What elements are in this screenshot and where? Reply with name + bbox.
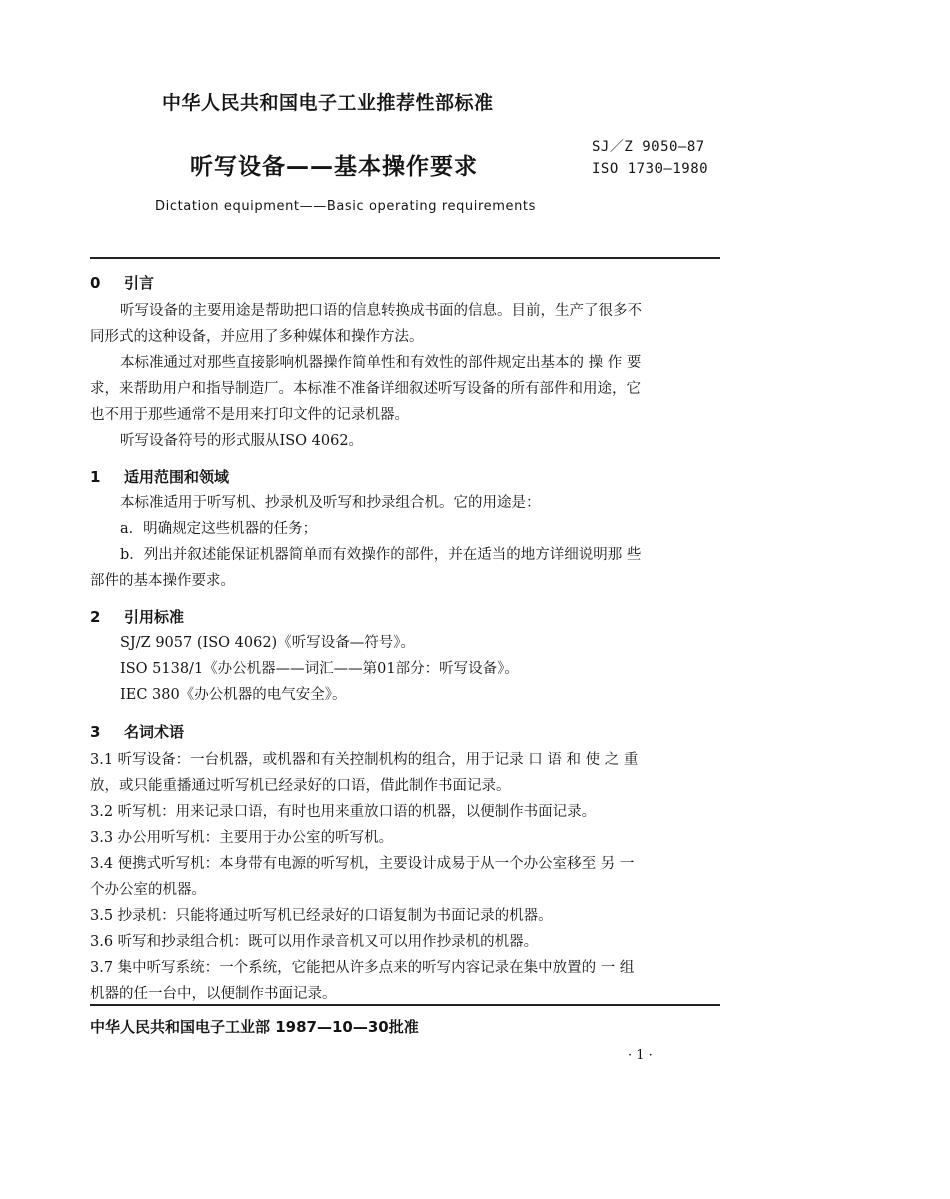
reference-line: IEC 380《办公机器的电气安全》。: [120, 687, 347, 703]
standard-code-iso: ISO 1730—1980: [592, 161, 709, 177]
section-2-heading: [90, 606, 184, 627]
section-title: 引用标准: [124, 608, 185, 626]
paragraph-line: 也不用于那些通常不是用来打印文件的记录机器。: [90, 407, 409, 423]
paragraph-line: 本标准通过对那些直接影响机器操作简单性和有效性的部件规定出基本的 操 作 要: [120, 355, 642, 371]
paragraph-line: 本标准适用于听写机、抄录机及听写和抄录组合机。它的用途是：: [120, 495, 541, 511]
paragraph-line: 部件的基本操作要求。: [90, 573, 235, 589]
standard-code-sj: SJ／Z 9050—87: [592, 139, 705, 155]
page-number: · 1 ·: [628, 1048, 653, 1063]
paragraph-line: 同形式的这种设备，并应用了多种媒体和操作方法。: [90, 329, 424, 345]
section-number: 1: [90, 468, 101, 486]
top-rule: [90, 257, 720, 259]
section-1-heading: [90, 466, 229, 487]
paragraph-line: 听写设备符号的形式服从ISO 4062。: [120, 433, 364, 449]
term-line: 3.4 便携式听写机：本身带有电源的听写机，主要设计成易于从一个办公室移至 另 一: [90, 856, 635, 872]
standard-category: 中华人民共和国电子工业推荐性部标准: [162, 92, 494, 114]
term-line: 3.3 办公用听写机：主要用于办公室的听写机。: [90, 830, 394, 846]
document-title: 听写设备——基本操作要求: [190, 154, 478, 180]
section-3-heading: [90, 721, 184, 742]
paragraph-line: 求，来帮助用户和指导制造厂。本标准不准备详细叙述听写设备的所有部件和用途，它: [90, 381, 641, 397]
document-title-english: Dictation equipment——Basic operating requirements: [155, 199, 537, 214]
term-line: 3.2 听写机：用来记录口语，有时也用来重放口语的机器，以便制作书面记录。: [90, 804, 597, 820]
section-number: 3: [90, 723, 101, 741]
approval-footer: 中华人民共和国电子工业部 1987—10—30批准: [90, 1018, 419, 1036]
paragraph-line: b．列出并叙述能保证机器简单而有效操作的部件，并在适当的地方详细说明那 些: [120, 547, 642, 563]
term-line: 3.6 听写和抄录组合机：既可以用作录音机又可以用作抄录机的机器。: [90, 934, 539, 950]
reference-line: ISO 5138/1《办公机器——词汇——第01部分：听写设备》。: [120, 661, 519, 677]
section-number: 2: [90, 608, 101, 626]
term-line: 放，或只能重播通过听写机已经录好的口语，借此制作书面记录。: [90, 778, 511, 794]
section-number: 0: [90, 274, 101, 292]
term-line: 3.1 听写设备：一台机器，或机器和有关控制机构的组合，用于记录 口 语 和 使 之 重: [90, 752, 639, 768]
section-0-heading: [90, 272, 154, 293]
term-line: 机器的任一台中，以便制作书面记录。: [90, 986, 337, 1002]
section-title: 名词术语: [124, 723, 185, 741]
paragraph-line: 听写设备的主要用途是帮助把口语的信息转换成书面的信息。目前，生产了很多不: [120, 303, 642, 319]
term-line: 3.7 集中听写系统：一个系统，它能把从许多点来的听写内容记录在集中放置的 一 组: [90, 960, 635, 976]
bottom-rule: [90, 1004, 720, 1006]
term-line: 个办公室的机器。: [90, 882, 206, 898]
paragraph-line: a．明确规定这些机器的任务；: [120, 521, 318, 537]
section-title: 适用范围和领域: [124, 468, 230, 486]
term-line: 3.5 抄录机：只能将通过听写机已经录好的口语复制为书面记录的机器。: [90, 908, 553, 924]
section-title: 引言: [124, 274, 155, 292]
reference-line: SJ/Z 9057 (ISO 4062)《听写设备—符号》。: [120, 635, 415, 651]
